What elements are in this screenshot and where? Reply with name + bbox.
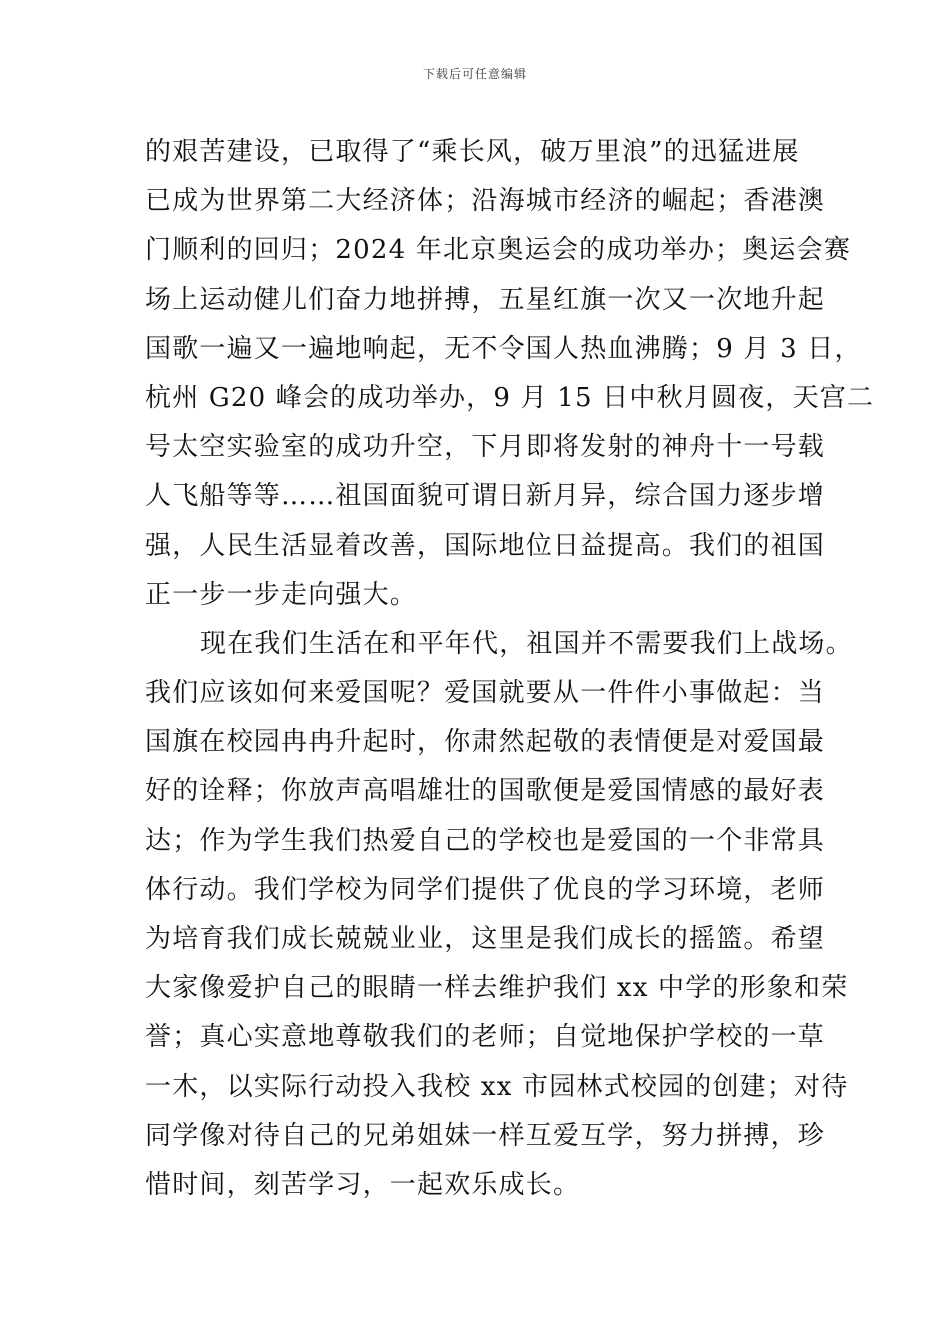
text-line: 国歌一遍又一遍地响起，无不令国人热血沸腾；9 月 3 日， xyxy=(145,333,862,364)
text-line: 大家像爱护自己的眼睛一样去维护我们 xx 中学的形象和荣 xyxy=(145,973,849,1004)
text-line: 好的诠释；你放声高唱雄壮的国歌便是爱国情感的最好表 xyxy=(145,776,826,807)
text-line: 门顺利的回归；2024 年北京奥运会的成功举办；奥运会赛 xyxy=(145,235,852,266)
paragraph-1 xyxy=(145,128,875,620)
page-header: 下载后可任意编辑 xyxy=(422,67,527,81)
text-line: 一木，以实际行动投入我校 xx 市园林式校园的创建；对待 xyxy=(145,1071,849,1102)
text-line: 誉；真心实意地尊敬我们的老师；自觉地保护学校的一草 xyxy=(145,1022,826,1053)
text-line: 达；作为学生我们热爱自己的学校也是爱国的一个非常具 xyxy=(145,825,826,856)
text-line: 人飞船等等……祖国面貌可谓日新月异，综合国力逐步增 xyxy=(145,481,826,512)
document-body xyxy=(145,128,875,1210)
text-line: 场上运动健儿们奋力地拼搏，五星红旗一次又一次地升起 xyxy=(145,284,826,315)
text-line: 惜时间，刻苦学习，一起欢乐成长。 xyxy=(145,1169,581,1200)
text-line: 杭州 G20 峰会的成功举办，9 月 15 日中秋月圆夜，天宫二 xyxy=(145,382,875,413)
text-line: 国旗在校园冉冉升起时，你肃然起敬的表情便是对爱国最 xyxy=(145,727,826,758)
text-line: 的艰苦建设，已取得了“乘长风，破万里浪”的迅猛进展 xyxy=(145,137,800,167)
paragraph-2 xyxy=(145,620,853,1210)
text-line: 现在我们生活在和平年代，祖国并不需要我们上战场。 xyxy=(200,628,853,659)
text-line: 已成为世界第二大经济体；沿海城市经济的崛起；香港澳 xyxy=(145,186,826,217)
text-line: 强，人民生活显着改善，国际地位日益提高。我们的祖国 xyxy=(145,530,826,561)
text-line: 我们应该如何来爱国呢？爱国就要从一件件小事做起：当 xyxy=(145,678,826,709)
text-line: 同学像对待自己的兄弟姐妹一样互爱互学，努力拼搏，珍 xyxy=(145,1120,826,1151)
text-line: 正一步一步走向强大。 xyxy=(145,579,418,610)
text-line: 号太空实验室的成功升空，下月即将发射的神舟十一号载 xyxy=(145,432,826,463)
text-line: 体行动。我们学校为同学们提供了优良的学习环境，老师 xyxy=(145,874,826,905)
text-line: 为培育我们成长兢兢业业，这里是我们成长的摇篮。希望 xyxy=(145,924,826,954)
